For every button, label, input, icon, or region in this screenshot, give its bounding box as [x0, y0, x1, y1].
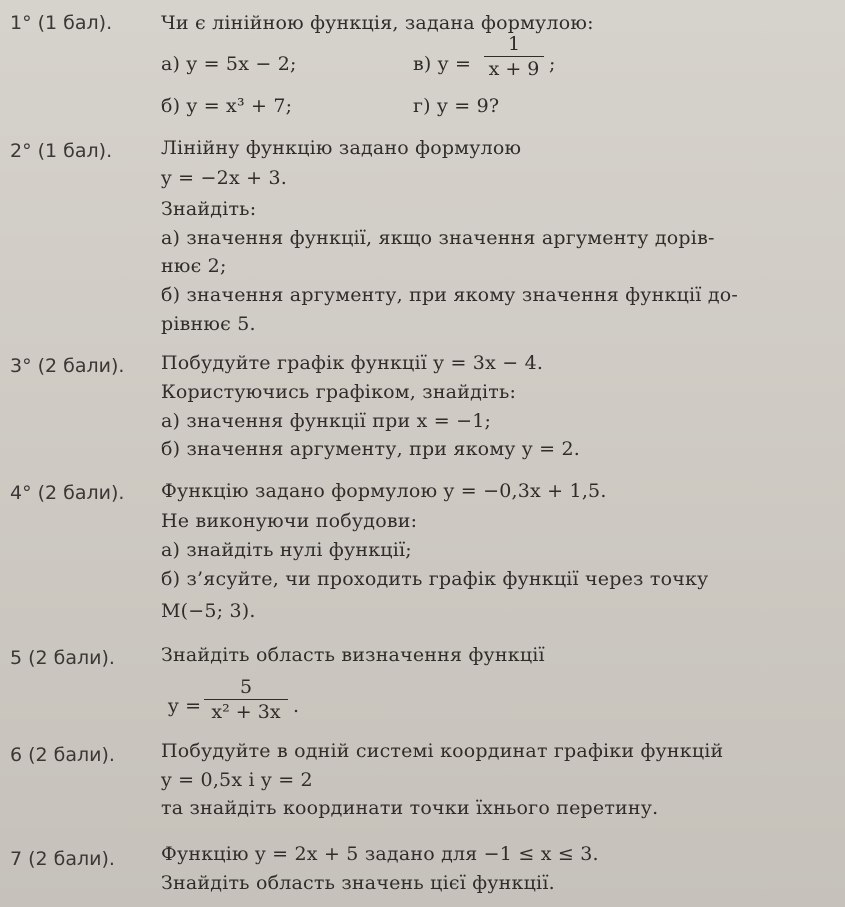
task-1-option-v-denominator: x + 9 — [488, 58, 540, 80]
task-3-number: 3° (2 бали). — [10, 355, 125, 377]
task-2-part-b-line-1: б) значення аргументу, при якому значення функції до- — [161, 284, 738, 306]
task-1-question: Чи є лінійною функція, задана формулою: — [161, 12, 594, 34]
task-3-line-2: Користуючись графіком, знайдіть: — [161, 381, 517, 403]
task-4-part-b-line-1: б) з’ясуйте, чи проходить графік функції через точку — [161, 568, 709, 590]
task-2-number: 2° (1 бал). — [10, 140, 113, 162]
task-2-find: Знайдіть: — [161, 198, 257, 220]
task-3-question: Побудуйте графік функції y = 3x − 4. — [161, 352, 544, 374]
task-6-line-3: та знайдіть координати точки їхнього перетину. — [161, 797, 659, 819]
task-3-part-a: а) значення функції при x = −1; — [161, 410, 492, 432]
task-1-option-v-numerator: 1 — [507, 33, 521, 55]
task-1-option-v-end: ; — [549, 53, 556, 75]
task-7-number: 7 (2 бали). — [10, 848, 115, 870]
task-1-option-g-expr: y = 9? — [437, 95, 500, 117]
task-1-option-a-expr: y = 5x − 2; — [186, 53, 297, 75]
task-1-option-b-expr: y = x³ + 7; — [186, 95, 293, 117]
task-1-option-a — [161, 53, 297, 75]
task-1-option-v-label: в) — [413, 53, 432, 75]
task-6-question: Побудуйте в одній системі координат графіки функцій — [161, 740, 724, 762]
task-2-part-a-line-2: нює 2; — [161, 255, 227, 277]
task-2-part-b-line-2: рівнює 5. — [161, 313, 256, 335]
task-5-numerator: 5 — [239, 676, 253, 698]
task-1-option-b — [161, 95, 292, 117]
task-2-question: Лінійну функцію задано формулою — [161, 137, 522, 159]
task-1-option-v-lhs: y = — [437, 53, 472, 75]
task-5-denominator: x² + 3x — [211, 701, 281, 723]
task-7-line-2: Знайдіть область значень цієї функції. — [161, 872, 555, 894]
task-1-option-b-label: б) — [161, 95, 181, 117]
task-5-question: Знайдіть область визначення функції — [161, 644, 545, 666]
task-1-option-a-label: а) — [161, 53, 181, 75]
task-1-number: 1° (1 бал). — [10, 12, 113, 34]
task-1-option-g — [413, 95, 499, 117]
task-1-option-v-label-line — [413, 53, 471, 75]
task-2-part-a-line-1: а) значення функції, якщо значення аргументу дорів- — [161, 227, 715, 249]
task-5-number: 5 (2 бали). — [10, 647, 115, 669]
task-1-option-v-fraction — [484, 33, 544, 80]
task-5-fraction — [204, 676, 288, 723]
task-6-number: 6 (2 бали). — [10, 744, 115, 766]
task-4-number: 4° (2 бали). — [10, 482, 125, 504]
task-5-lhs: y = — [168, 695, 202, 717]
task-3-part-b: б) значення аргументу, при якому y = 2. — [161, 438, 580, 460]
task-6-line-2: y = 0,5x і y = 2 — [161, 769, 313, 791]
task-4-part-a: а) знайдіть нулі функції; — [161, 539, 412, 561]
task-7-question: Функцію y = 2x + 5 задано для −1 ≤ x ≤ 3. — [161, 843, 599, 865]
task-4-part-b-line-2: M(−5; 3). — [161, 600, 256, 622]
task-2-formula: y = −2x + 3. — [161, 167, 287, 189]
task-4-line-2: Не виконуючи побудови: — [161, 510, 418, 532]
task-4-question: Функцію задано формулою y = −0,3x + 1,5. — [161, 480, 607, 502]
task-5-end: . — [293, 695, 300, 717]
task-1-option-g-label: г) — [413, 95, 431, 117]
